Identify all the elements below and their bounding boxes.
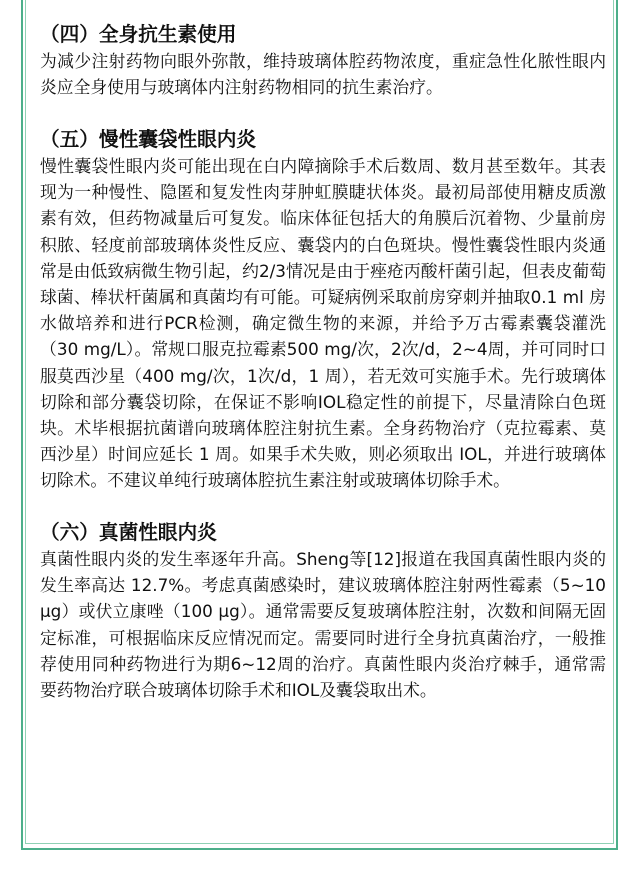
section-paragraph: 慢性囊袋性眼内炎可能出现在白内障摘除手术后数周、数月甚至数年。其表现为一种慢性、隐匿和复发性肉芽肿虹膜睫状体炎。最初局部使用糖皮质激素有效，但药物减量后可复发。临床体征包括大的角膜后沉着物、少量前房积脓、轻度前部玻璃体炎性反应、囊袋内的白色斑块。慢性囊袋性眼内炎通常是由低致病微生物引起，约2/3情况是由于痤疮丙酸杆菌引起，但表皮葡萄球菌、棒状杆菌属和真菌均有可能。可疑病例采取前房穿刺并抽取0.1 ml 房水做培养和进行PCR检测，确定微生物的来源，并给予万古霉素囊袋灌洗（30 mg/L）。常规口服克拉霉素500 mg/次，2次/d，2~4周，并可同时口服莫西沙星（400 mg/次，1次/d，1 周），若无效可实施手术。先行玻璃体切除和部分囊袋切除，在保证不影响IOL稳定性的前提下，尽量清除白色斑块。术毕根据抗菌谱向玻璃体腔注射抗生素。全身药物治疗（克拉霉素、莫西沙星）时间应延长 1 周。如果手术失败，则必须取出 IOL，并进行玻璃体切除术。不建议单纯行玻璃体腔抗生素注射或玻璃体切除手术。 <box>40 156 606 491</box>
section-systemic-antibiotics <box>40 22 606 101</box>
section-heading: （六）真菌性眼内炎 <box>40 520 217 544</box>
section-fungal-endophthalmitis <box>40 520 606 703</box>
document-body <box>40 22 606 703</box>
section-heading: （五）慢性囊袋性眼内炎 <box>40 127 257 151</box>
section-heading: （四）全身抗生素使用 <box>40 23 237 46</box>
section-paragraph: 真菌性眼内炎的发生率逐年升高。Sheng等[12]报道在我国真菌性眼内炎的发生率高达 12.7%。考虑真菌感染时，建议玻璃体腔注射两性霉素（5~10 μg）或伏立康唑（100 μg）。通常需要反复玻璃体腔注射，次数和间隔无固定标准，可根据临床反应情况而定。需要同时进行全身抗真菌治疗，一般推荐使用同种药物进行为期6~12周的治疗。真菌性眼内炎治疗棘手，通常需要药物治疗联合玻璃体切除手术和IOL及囊袋取出术。 <box>40 549 606 701</box>
section-paragraph: 为减少注射药物向眼外弥散，维持玻璃体腔药物浓度，重症急性化脓性眼内炎应全身使用与玻璃体内注射药物相同的抗生素治疗。 <box>40 51 606 98</box>
section-chronic-capsular-endophthalmitis <box>40 127 606 494</box>
